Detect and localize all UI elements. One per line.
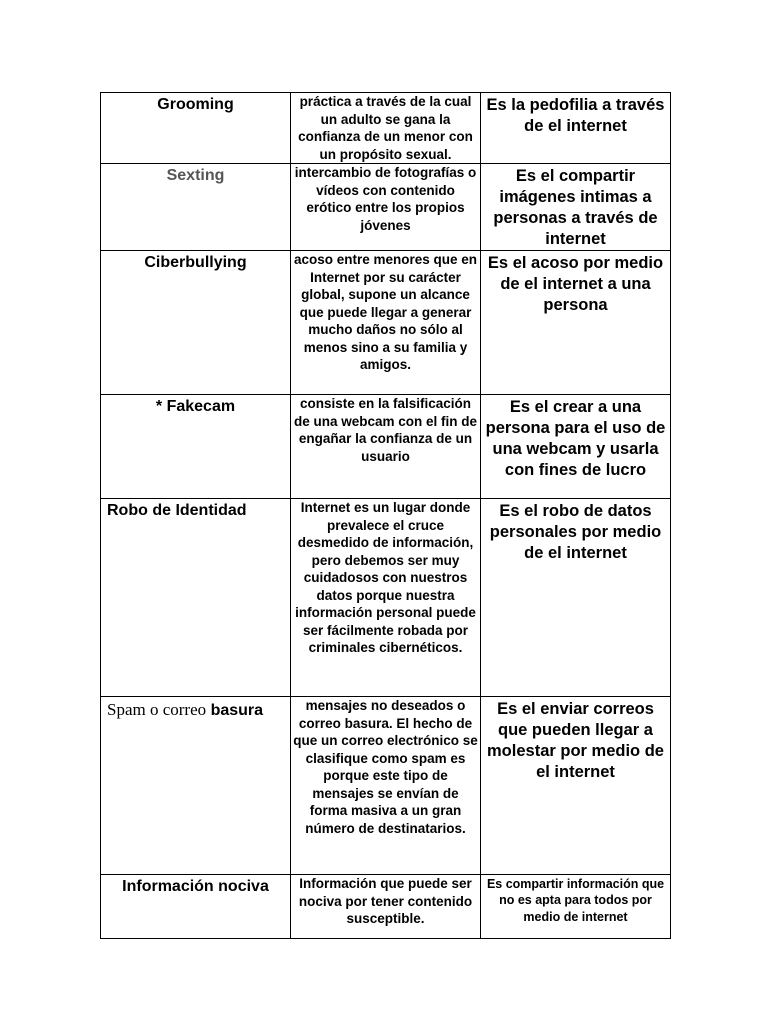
definition-cell: Internet es un lugar donde prevalece el cruce desmedido de información, pero debemos ser muy cuidadosos con nuestros datos porque nuestra información personal puede ser fácilmente robada por criminales cibernéticos.	[291, 499, 481, 697]
term-serif-part: Spam o correo	[107, 700, 207, 719]
term-cell: Robo de Identidad	[101, 499, 291, 697]
table-row	[101, 164, 671, 251]
summary-cell: Es el enviar correos que pueden llegar a molestar por medio de el internet	[481, 697, 671, 875]
definition-cell: acoso entre menores que en Internet por su carácter global, supone un alcance que puede llegar a generar mucho daños no sólo al menos sino a su familia y amigos.	[291, 251, 481, 395]
summary-cell: Es el compartir imágenes intimas a personas a través de internet	[481, 164, 671, 251]
terms-table	[100, 92, 671, 939]
term-cell: * Fakecam	[101, 395, 291, 499]
term-cell: Grooming	[101, 93, 291, 164]
term-cell	[101, 697, 291, 875]
table-row	[101, 875, 671, 939]
term-cell: Sexting	[101, 164, 291, 251]
summary-cell: Es la pedofilia a través de el internet	[481, 93, 671, 164]
term-cell: Ciberbullying	[101, 251, 291, 395]
definition-cell: intercambio de fotografías o vídeos con contenido erótico entre los propios jóvenes	[291, 164, 481, 251]
definition-cell: práctica a través de la cual un adulto se gana la confianza de un menor con un propósito sexual.	[291, 93, 481, 164]
definition-cell: Información que puede ser nociva por tener contenido susceptible.	[291, 875, 481, 939]
table-row	[101, 93, 671, 164]
table-row	[101, 251, 671, 395]
table-row	[101, 697, 671, 875]
definition-cell: mensajes no deseados o correo basura. El hecho de que un correo electrónico se clasifique como spam es porque este tipo de mensajes se envían de forma masiva a un gran número de destinatarios.	[291, 697, 481, 875]
term-bold-part: basura	[206, 702, 264, 719]
summary-cell: Es compartir información que no es apta para todos por medio de internet	[481, 875, 671, 939]
definition-cell: consiste en la falsificación de una webcam con el fin de engañar la confianza de un usuario	[291, 395, 481, 499]
term-cell: Información nociva	[101, 875, 291, 939]
table-row	[101, 499, 671, 697]
summary-cell: Es el crear a una persona para el uso de una webcam y usarla con fines de lucro	[481, 395, 671, 499]
summary-cell: Es el robo de datos personales por medio de el internet	[481, 499, 671, 697]
table-row	[101, 395, 671, 499]
summary-cell: Es el acoso por medio de el internet a una persona	[481, 251, 671, 395]
